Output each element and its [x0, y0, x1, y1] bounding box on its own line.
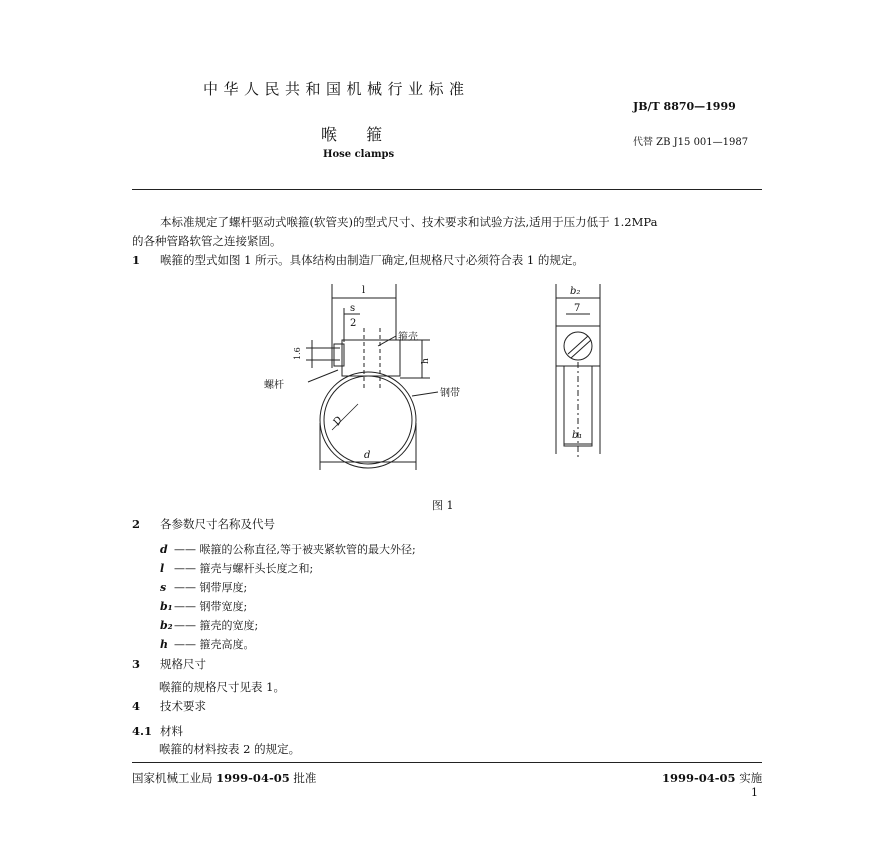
definition-text: —— 箍壳的宽度;	[174, 619, 259, 632]
header-rule	[132, 189, 762, 190]
section-number: 4.1	[132, 724, 153, 738]
label-2: 2	[350, 318, 357, 329]
label-screw: 螺杆	[264, 380, 284, 391]
implementation-date: 1999-04-05	[662, 771, 736, 785]
section-number: 2	[132, 517, 141, 531]
definition-text: —— 钢带宽度;	[174, 600, 248, 613]
definition-symbol: b₁	[160, 600, 173, 613]
section-4-1	[132, 723, 183, 739]
label-1-6: 1.6	[293, 347, 302, 360]
definition-text: —— 喉箍的公称直径,等于被夹紧软管的最大外径;	[174, 543, 416, 556]
page-number: 1	[751, 786, 758, 799]
label-shell: 箍壳	[398, 332, 418, 343]
label-l: l	[362, 285, 366, 296]
figure-1	[260, 278, 620, 490]
section-text: 各参数尺寸名称及代号	[160, 517, 275, 531]
label-b2: b₂	[570, 286, 581, 297]
footer-rule	[132, 762, 762, 763]
section-text: 规格尺寸	[160, 657, 206, 671]
definition-symbol: s	[160, 581, 167, 594]
label-band: 钢带	[440, 388, 460, 399]
label-s: s	[350, 303, 356, 314]
org-title: 中华人民共和国机械行业标准	[203, 80, 470, 98]
section-3-body: 喉箍的规格尺寸见表 1。	[159, 680, 285, 694]
label-D: D	[331, 414, 346, 428]
leader-shell	[378, 336, 396, 346]
section-2	[132, 516, 275, 532]
section-number: 1	[132, 253, 141, 267]
section-3	[132, 656, 206, 672]
approve-word: 批准	[293, 771, 317, 785]
figure-caption: 图 1	[432, 499, 454, 512]
implementation-word: 实施	[739, 771, 763, 785]
intro-line-2: 的各种管路软管之连接紧固。	[132, 234, 282, 248]
definition-item	[160, 636, 255, 652]
approval-line	[132, 770, 316, 786]
label-b1: b₁	[572, 430, 583, 441]
definition-symbol: h	[160, 638, 168, 651]
label-7: 7	[574, 303, 581, 314]
section-1	[132, 252, 584, 268]
document-title: 喉 箍	[321, 125, 395, 144]
section-4	[132, 698, 206, 714]
replaces-note: 代替 ZB J15 001—1987	[633, 137, 749, 148]
definition-item	[160, 560, 313, 576]
section-4-1-body: 喉箍的材料按表 2 的规定。	[159, 742, 301, 756]
definition-symbol: b₂	[160, 619, 173, 632]
section-number: 3	[132, 657, 141, 671]
standard-number: JB/T 8870—1999	[633, 100, 736, 113]
section-text: 材料	[160, 724, 183, 738]
definition-item	[160, 579, 247, 595]
english-title: Hose clamps	[323, 149, 395, 160]
approve-date: 1999-04-05	[216, 771, 290, 785]
definition-item	[160, 541, 416, 557]
implementation-line	[662, 770, 762, 786]
definition-symbol: d	[160, 543, 168, 556]
approver: 国家机械工业局	[132, 771, 213, 785]
leader-band	[412, 392, 438, 396]
definition-item	[160, 598, 247, 614]
definition-text: —— 钢带厚度;	[174, 581, 248, 594]
definition-item	[160, 617, 258, 633]
clamp-housing	[342, 340, 400, 376]
definition-text: —— 箍壳高度。	[174, 638, 255, 651]
label-d: d	[364, 450, 371, 461]
section-text: 喉箍的型式如图 1 所示。具体结构由制造厂确定,但规格尺寸必须符合表 1 的规定。	[160, 253, 584, 267]
section-number: 4	[132, 699, 141, 713]
label-h: h	[421, 358, 431, 364]
definition-text: —— 箍壳与螺杆头长度之和;	[174, 562, 314, 575]
intro-line-1: 本标准规定了螺杆驱动式喉箍(软管夹)的型式尺寸、技术要求和试验方法,适用于压力低于 1.2MPa	[160, 215, 658, 229]
leader-screw	[308, 370, 338, 382]
section-text: 技术要求	[160, 699, 206, 713]
definition-symbol: l	[160, 562, 165, 575]
